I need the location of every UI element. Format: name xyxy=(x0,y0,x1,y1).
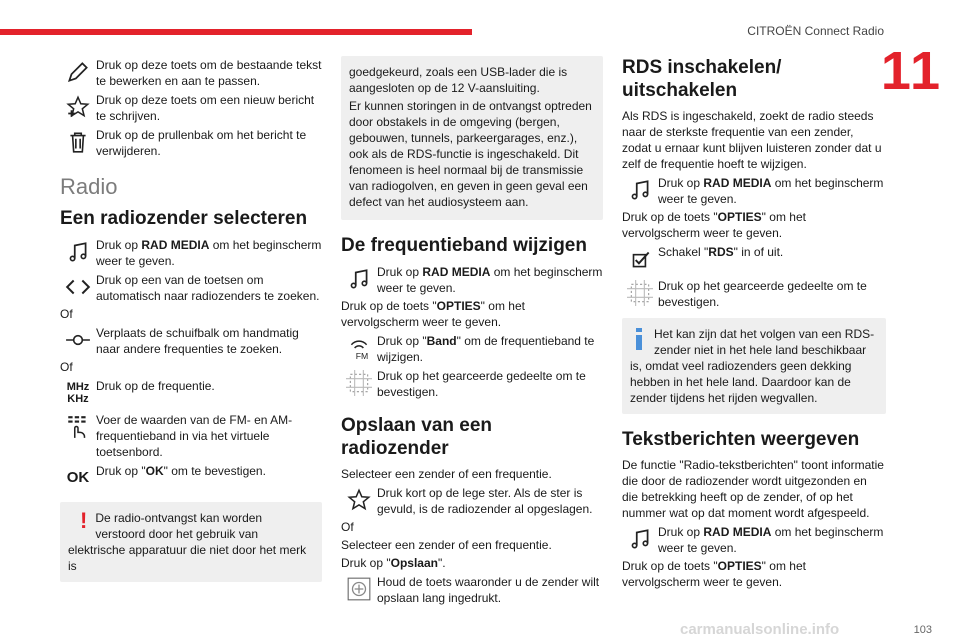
chapter-number: 11 xyxy=(880,41,942,101)
list-item: Verplaats de schuifbalk om handmatig naar andere frequenties te zoeken. xyxy=(60,324,322,357)
list-item: OK Druk op "OK" om te bevestigen. xyxy=(60,462,322,494)
header-red-bar xyxy=(0,29,472,35)
warning-icon: ! xyxy=(80,508,88,533)
list-item: Druk op RAD MEDIA om het beginscherm weer te geven. xyxy=(622,174,886,207)
heading-band: De frequentieband wijzigen xyxy=(341,235,587,256)
column-1: Druk op deze toets om de bestaande tekst te bewerken en aan te passen. Druk op deze toets om een nieuw bericht te schrijven. Druk op de prullenbak om het bericht te verwijderen. Radio Een radiozender selecteren Druk op RAD MEDIA om het beginscherm weer te geven. Druk op een van de toetsen om automatisch naar radiozenders te zoeken. Of Verplaats de schuifbalk om handmatig naar andere frequenties te zoeken. Of MHz KHz Druk op de frequentie. Voer de waarden van de FM- en AM-frequentieband in via het virtuele toetsenbord. OK Druk op "OK" om te bevestigen. ! De radio-ontvangst kan worden verstoord door het gebruik van elektrische apparatuur die niet door het merk is xyxy=(60,56,322,582)
checkbox-icon xyxy=(622,243,658,275)
keypad-hand-icon xyxy=(60,411,96,443)
slider-icon xyxy=(60,324,96,356)
music-note-icon xyxy=(341,263,377,295)
frequency-icon: MHz KHz xyxy=(66,381,90,405)
list-item: Druk op RAD MEDIA om het beginscherm weer te geven. xyxy=(341,263,603,296)
star-icon xyxy=(341,484,377,516)
hatched-area-icon xyxy=(341,367,377,399)
hatched-area-icon xyxy=(622,277,658,309)
list-item: Voer de waarden van de FM- en AM-frequentieband in via het virtuele toetsenbord. xyxy=(60,411,322,460)
list-item: Druk op het gearceerde gedeelte om te bevestigen. xyxy=(622,277,886,310)
heading-save-station: Opslaan van een radiozender xyxy=(341,415,493,459)
chevrons-left-right-icon xyxy=(60,271,96,303)
list-item: MHz KHz Druk op de frequentie. xyxy=(60,377,322,409)
heading-rds: RDS inschakelen/ uitschakelen xyxy=(622,57,782,101)
list-item: FM Druk op "Band" om de frequentieband te wijzigen. xyxy=(341,332,603,365)
list-item: Druk op RAD MEDIA om het beginscherm weer te geven. xyxy=(622,523,886,556)
warning-box: ! De radio-ontvangst kan worden verstoord door het gebruik van elektrische apparatuur die niet door het merk is xyxy=(60,502,322,582)
list-item: Druk op een van de toetsen om automatisch naar radiozenders te zoeken. xyxy=(60,271,322,304)
ok-icon: OK xyxy=(66,469,90,486)
page-number: 103 xyxy=(913,624,932,636)
music-note-icon xyxy=(60,236,96,268)
warning-box-continued: goedgekeurd, zoals een USB-lader die is aangesloten op de 12 V-aansluiting. Er kunnen storingen in de ontvangst optreden door obstakels in de omgeving (bergen, gebouwen, tunnels, parkeergarages, enz.), ook als de RDS-functie is ingeschakeld. Dit fenomeen is heel normaal bij de transmissie van radiogolven, en geven in geen geval een defect van het audiosysteem aan. xyxy=(341,56,603,220)
music-note-icon xyxy=(622,523,658,555)
column-2: goedgekeurd, zoals een USB-lader die is aangesloten op de 12 V-aansluiting. Er kunnen storingen in de ontvangst optreden door obstakels in de omgeving (bergen, gebouwen, tunnels, parkeergarages, enz.), ook als de RDS-functie is ingeschakeld. Dit fenomeen is heel normaal bij de transmissie van radiogolven, en geven in geen geval een defect van het audiosysteem aan. De frequentieband wijzigen Druk op RAD MEDIA om het beginscherm weer te geven. Druk op de toets "OPTIES" om het vervolgscherm weer te geven. FM Druk op "Band" om de frequentieband te wijzigen. Druk op het gearceerde gedeelte om te bevestigen. Opslaan van een radiozender Selecteer een zender of een frequentie. Druk kort op de lege ster. Als de ster is gevuld, is de radiozender al opgeslagen. Of Selecteer een zender of een frequentie. Druk op "Opslaan". Houd de toets waaronder u de zender wilt opslaan lang ingedrukt. xyxy=(341,56,603,608)
list-item: Schakel "RDS" in of uit. xyxy=(622,243,886,275)
watermark: carmanualsonline.info xyxy=(680,621,840,638)
list-item: Druk op de prullenbak om het bericht te verwijderen. xyxy=(60,126,322,159)
svg-text:FM: FM xyxy=(355,350,369,361)
list-item: Druk op deze toets om een nieuw bericht te schrijven. xyxy=(60,91,322,124)
list-item: Druk kort op de lege ster. Als de ster is gevuld, is de radiozender al opgeslagen. xyxy=(341,484,603,517)
trash-icon xyxy=(60,126,96,158)
list-item: Houd de toets waaronder u de zender wilt opslaan lang ingedrukt. xyxy=(341,573,603,606)
list-item: Druk op RAD MEDIA om het beginscherm weer te geven. xyxy=(60,236,322,269)
star-add-icon xyxy=(60,91,96,123)
heading-text-messages: Tekstberichten weergeven xyxy=(622,429,860,450)
column-3: RDS inschakelen/ uitschakelen Als RDS is ingeschakeld, zoekt de radio steeds naar de sterkste frequentie van een zender, zodat u ernaar kunt blijven luisteren zonder dat u zelf de frequentie hoeft te wijzigen. Druk op RAD MEDIA om het beginscherm weer te geven. Druk op de toets "OPTIES" om het vervolgscherm weer te geven. Schakel "RDS" in of uit. Druk op het gearceerde gedeelte om te bevestigen. Het kan zijn dat het volgen van een RDS-zender niet in het hele land beschikbaar is, omdat veel radiozenders geen dekking hebben in het hele land. Daardoor kan de zender tijdens het rijden wegvallen. Tekstberichten weergeven De functie "Radio-tekstberichten" toont informatie die door de radiozender wordt uitgezonden en die betrekking heeft op de zender, of op het nummer wat op dat moment wordt afgespeeld. Druk op RAD MEDIA om het beginscherm weer te geven. Druk op de toets "OPTIES" om het vervolgscherm weer te geven. xyxy=(622,56,886,592)
preset-add-icon xyxy=(341,573,377,605)
list-item: Druk op het gearceerde gedeelte om te bevestigen. xyxy=(341,367,603,400)
info-icon xyxy=(632,328,646,354)
heading-select-station: Een radiozender selecteren xyxy=(60,208,308,229)
pencil-icon xyxy=(60,56,96,88)
list-item: Druk op deze toets om de bestaande tekst te bewerken en aan te passen. xyxy=(60,56,322,89)
info-box: Het kan zijn dat het volgen van een RDS-zender niet in het hele land beschikbaar is, omdat veel radiozenders geen dekking hebben in het hele land. Daardoor kan de zender tijdens het rijden wegvallen. xyxy=(622,318,886,414)
header-title: CITROËN Connect Radio xyxy=(747,24,884,38)
radio-fm-icon xyxy=(341,332,377,364)
music-note-icon xyxy=(622,174,658,206)
section-title: Radio xyxy=(60,174,118,199)
